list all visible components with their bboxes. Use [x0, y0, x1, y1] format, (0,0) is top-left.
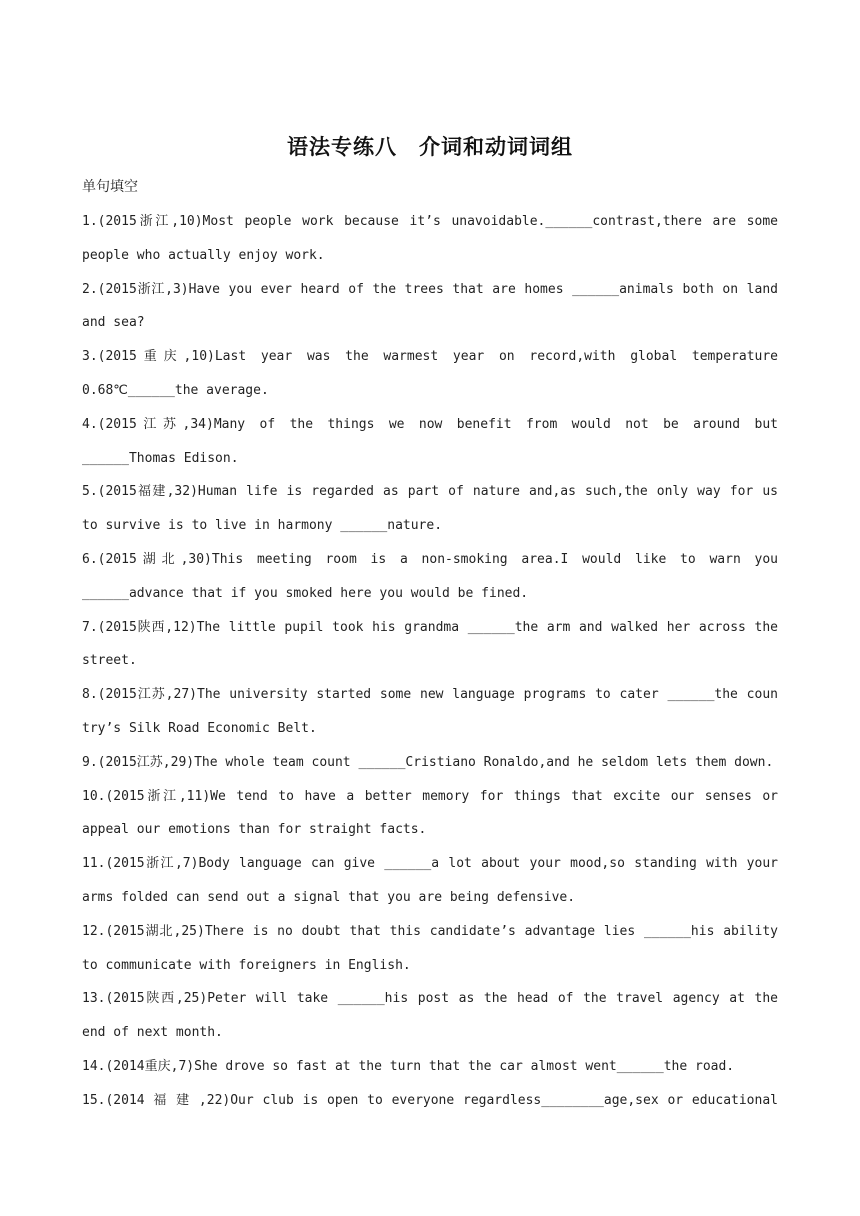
- page-title: 语法专练八 介词和动词词组: [287, 135, 573, 159]
- question-item: 15.(2014 福 建 ,22)Our club is open to everyone regardless________age,sex or educational: [82, 1092, 778, 1108]
- question-list: [82, 205, 786, 1118]
- section-label: 单句填空: [82, 179, 138, 195]
- question-item: 11.(2015浙江,7)Body language can give ______a lot about your mood,so standing with your arms folded can send out a signal that you are being defensive.: [82, 856, 786, 905]
- question-item: 7.(2015陕西,12)The little pupil took his grandma ______the arm and walked her across the street.: [82, 619, 786, 669]
- question-item: 3.(2015重庆,10)Last year was the warmest year on record,with global temperature 0.68℃______the average.: [82, 349, 786, 398]
- question-item: 10.(2015浙江,11)We tend to have a better memory for things that excite our senses or appeal our emotions than for straight facts.: [82, 788, 786, 838]
- question-item: 5.(2015福建,32)Human life is regarded as part of nature and,as such,the only way for us to survive is to live in harmony ______nature.: [82, 484, 786, 534]
- question-item: 8.(2015江苏,27)The university started some new language programs to cater ______the coun try’s Silk Road Economic Belt.: [82, 687, 786, 736]
- question-item: 2.(2015浙江,3)Have you ever heard of the trees that are homes ______animals both on land and sea?: [82, 281, 786, 331]
- question-item: 14.(2014重庆,7)She drove so fast at the turn that the car almost went______the road.: [82, 1058, 735, 1074]
- question-item: 9.(2015江苏,29)The whole team count ______Cristiano Ronaldo,and he seldom lets them down.: [82, 754, 774, 770]
- question-item: 6.(2015湖北,30)This meeting room is a non-smoking area.I would like to warn you ______advance that if you smoked here you would be fined.: [82, 551, 786, 601]
- question-item: 13.(2015陕西,25)Peter will take ______his post as the head of the travel agency at the end of next month.: [82, 991, 786, 1041]
- question-item: 12.(2015湖北,25)There is no doubt that this candidate’s advantage lies ______his ability to communicate with foreigners in English.: [82, 923, 786, 973]
- question-item: 4.(2015江苏,34)Many of the things we now benefit from would not be around but ______Thomas Edison.: [82, 416, 786, 466]
- question-item: 1.(2015浙江,10)Most people work because it’s unavoidable.______contrast,there are some people who actually enjoy work.: [82, 214, 786, 263]
